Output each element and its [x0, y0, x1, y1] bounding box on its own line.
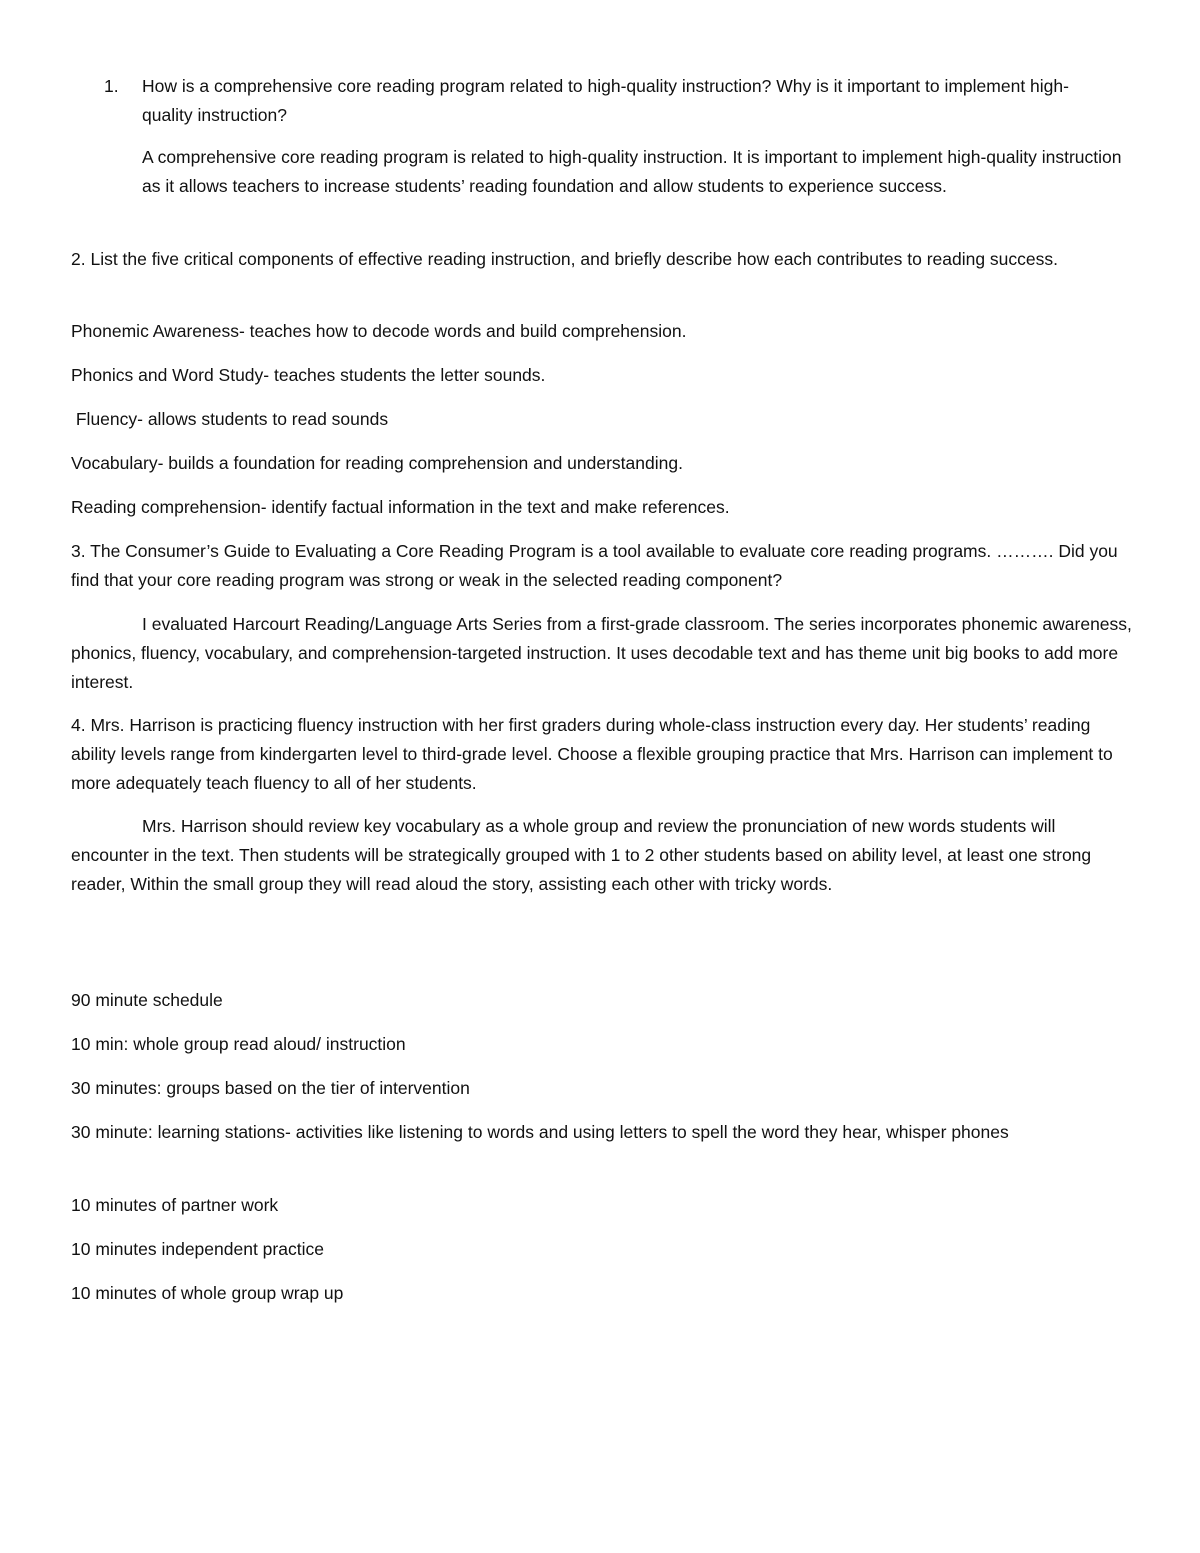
schedule-title: 90 minute schedule — [71, 990, 223, 1010]
q1-answer: A comprehensive core reading program is related to high-quality instruction. It is important to implement high-quality instruction as it allows teachers to increase students’ reading foundation and allow students to experience success. — [142, 147, 1122, 196]
schedule-item: 30 minute: learning stations- activities like listening to words and using letters to spell the word they hear, whisper phones — [71, 1122, 1009, 1142]
schedule-item: 10 minutes of partner work — [71, 1195, 279, 1215]
q4-question: 4. Mrs. Harrison is practicing fluency instruction with her first graders during whole-class instruction every day. Her students’ reading ability levels range from kindergarten level to third-grade level. Choose a flexible grouping practice that Mrs. Harrison can implement to more adequately teach fluency to all of her students. — [71, 715, 1113, 793]
schedule-item: 10 minutes independent practice — [71, 1239, 324, 1259]
schedule-item: 10 min: whole group read aloud/ instruction — [71, 1034, 406, 1054]
component-comprehension: Reading comprehension- identify factual information in the text and make references. — [71, 497, 730, 517]
q2-question: 2. List the five critical components of effective reading instruction, and briefly describe how each contributes to reading success. — [71, 249, 1059, 269]
schedule-item: 10 minutes of whole group wrap up — [71, 1283, 344, 1303]
q1-number: 1. — [104, 76, 119, 96]
q3-answer: I evaluated Harcourt Reading/Language Arts Series from a first-grade classroom. The series incorporates phonemic awareness, phonics, fluency, vocabulary, and comprehension-targeted instruction. It uses decodable text and has theme unit big books to add more interest. — [71, 614, 1132, 692]
component-vocabulary: Vocabulary- builds a foundation for reading comprehension and understanding. — [71, 453, 683, 473]
component-fluency: Fluency- allows students to read sounds — [71, 409, 389, 429]
q1-question: How is a comprehensive core reading program related to high-quality instruction? Why is it important to implement high-quality instruction? — [142, 76, 1069, 125]
q3-question: 3. The Consumer’s Guide to Evaluating a Core Reading Program is a tool available to evaluate core reading programs. ………. Did you find that your core reading program was strong or weak in the selected reading component? — [71, 541, 1118, 590]
schedule-item: 30 minutes: groups based on the tier of intervention — [71, 1078, 470, 1098]
component-phonics: Phonics and Word Study- teaches students the letter sounds. — [71, 365, 546, 385]
component-phonemic-awareness: Phonemic Awareness- teaches how to decode words and build comprehension. — [71, 321, 687, 341]
q4-answer: Mrs. Harrison should review key vocabulary as a whole group and review the pronunciation of new words students will encounter in the text. Then students will be strategically grouped with 1 to 2 other students based on ability level, at least one strong reader, Within the small group they will read aloud the story, assisting each other with tricky words. — [71, 816, 1092, 894]
